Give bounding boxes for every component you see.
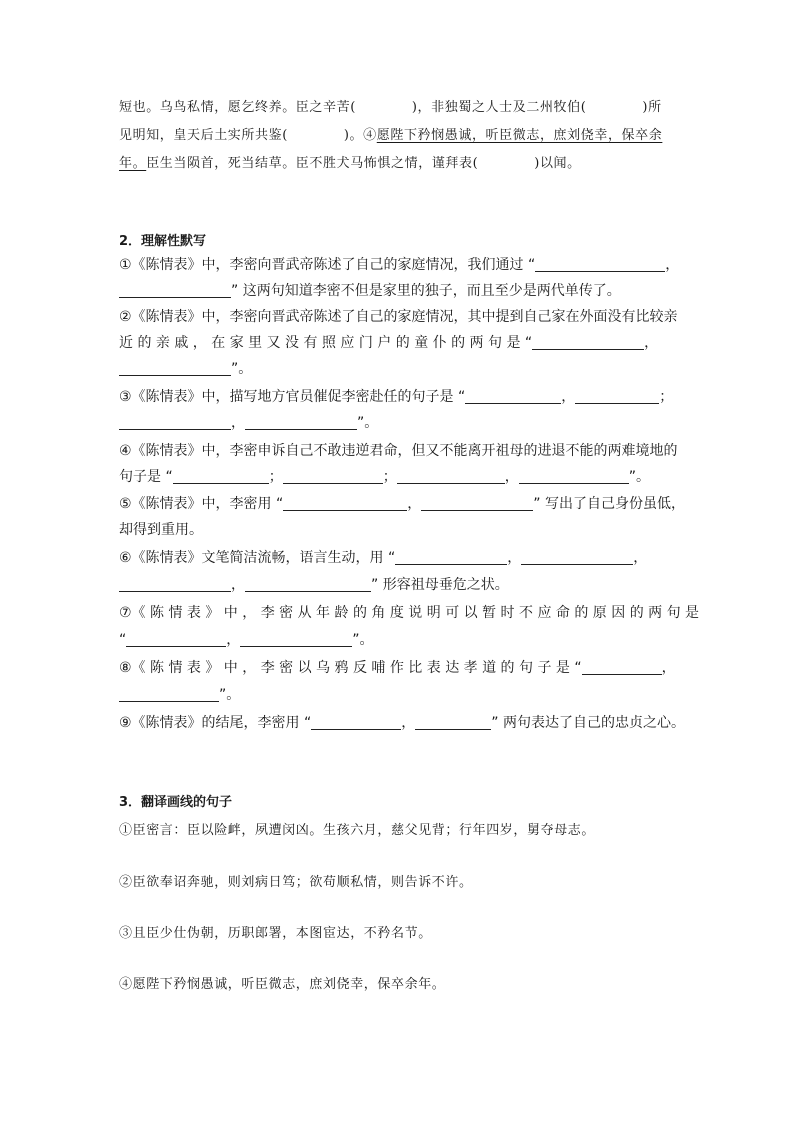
- passage-text: 臣生当陨首，死当结草。臣不胜犬马怖惧之情，谨拜表(: [146, 156, 479, 171]
- question-1-line-2: [119, 281, 621, 301]
- question-text: ”。: [352, 632, 374, 648]
- question-5-line-1: [119, 494, 685, 514]
- question-text: ”。: [628, 469, 650, 485]
- question-text: ；: [659, 389, 674, 405]
- translate-item-2: ②臣欲奉诏奔驰，则刘病日笃；欲苟顺私情，则告诉不许。: [119, 875, 473, 890]
- answer-blank[interactable]: [535, 257, 665, 272]
- answer-blank[interactable]: [575, 389, 659, 404]
- translate-item-4: ④愿陛下矜悯愚诚，听臣微志，庶刘侥幸，保卒余年。: [119, 977, 446, 992]
- question-text: ” 形容祖母垂危之状。: [371, 577, 509, 593]
- answer-blank[interactable]: [532, 335, 644, 350]
- passage-text: )，非独蜀之人士及二州牧伯(: [411, 100, 587, 115]
- underlined-sentence: 年。: [119, 156, 147, 171]
- question-3-line-2: [119, 413, 378, 433]
- answer-blank[interactable]: [465, 389, 561, 404]
- answer-blank[interactable]: [119, 687, 219, 702]
- question-9-line-1: [119, 713, 685, 733]
- question-text: ⑧《 陈 情 表 》 中 ， 李 密 以 乌 鸦 反 哺 作 比 表 达 孝 道 的 句 子 是 “: [119, 660, 582, 676]
- answer-blank[interactable]: [421, 496, 533, 511]
- translate-item-3: ③且臣少仕伪朝，历职郎署，本图宦达，不矜名节。: [119, 926, 432, 941]
- fill-blank[interactable]: [288, 128, 344, 142]
- question-text: 句子是 “: [119, 469, 173, 485]
- answer-blank[interactable]: [521, 550, 633, 565]
- answer-blank[interactable]: [245, 415, 357, 430]
- question-4-line-2: [119, 467, 650, 487]
- question-text: ；: [382, 469, 397, 485]
- question-6-line-2: [119, 575, 509, 595]
- answer-blank[interactable]: [119, 577, 231, 592]
- question-text: ③《陈情表》中，描写地方官员催促李密赴任的句子是 “: [119, 389, 466, 405]
- answer-blank[interactable]: [311, 715, 401, 730]
- question-1-line-1: [119, 255, 679, 275]
- question-text: ②《陈情表》中，李密向晋武帝陈述了自己的家庭情况，其中提到自己家在外面没有比较亲: [119, 309, 678, 325]
- passage-text: 见明知，皇天后土实所共鉴(: [119, 128, 288, 143]
- question-text: ，: [226, 632, 241, 648]
- question-text: ④《陈情表》中，李密申诉自己不敢违逆君命，但又不能离开祖母的进退不能的两难境地的: [119, 443, 678, 459]
- question-text: ⑤《陈情表》中，李密用 “: [119, 496, 284, 512]
- answer-blank[interactable]: [582, 660, 662, 675]
- passage-text: )所: [642, 100, 662, 115]
- question-text: ，: [661, 660, 676, 676]
- question-text: ”。: [357, 415, 379, 431]
- passage-text: )。④: [343, 128, 377, 143]
- question-text: ，: [665, 257, 680, 273]
- question-2-line-3: [119, 359, 252, 379]
- question-text: ，: [407, 496, 422, 512]
- answer-blank[interactable]: [415, 715, 491, 730]
- question-2-line-2: [119, 333, 658, 353]
- answer-blank[interactable]: [519, 469, 629, 484]
- section-2-title: 2．理解性默写: [119, 234, 207, 249]
- answer-blank[interactable]: [119, 283, 231, 298]
- question-text: ”。: [219, 687, 241, 703]
- fill-blank[interactable]: [356, 100, 412, 114]
- question-text: “: [119, 632, 127, 648]
- passage-line-2: [119, 124, 662, 143]
- passage-text: )以闻。: [534, 156, 581, 171]
- question-text: ⑨《陈情表》的结尾，李密用 “: [119, 715, 312, 731]
- question-7-line-2: [119, 630, 374, 650]
- underlined-sentence: 愿陛下矜悯愚诚，听臣微志，庶刘侥幸，保卒余: [376, 128, 663, 143]
- question-text: ，: [644, 335, 659, 351]
- answer-blank[interactable]: [119, 361, 231, 376]
- answer-blank[interactable]: [397, 469, 505, 484]
- question-3-line-1: [119, 387, 673, 407]
- question-text: 近 的 亲 戚 ， 在 家 里 又 没 有 照 应 门 户 的 童 仆 的 两 句 是 “: [119, 335, 533, 351]
- passage-line-1: [119, 96, 662, 115]
- question-text: ，: [633, 550, 648, 566]
- question-5-line-2: [119, 520, 203, 540]
- fill-blank[interactable]: [586, 100, 642, 114]
- question-text: ，: [401, 715, 416, 731]
- question-text: ，: [231, 577, 245, 593]
- question-8-line-2: [119, 685, 240, 705]
- answer-blank[interactable]: [283, 469, 383, 484]
- question-text: ，: [507, 550, 522, 566]
- passage-text: 短也。乌鸟私情，愿乞终养。臣之辛苦(: [119, 100, 356, 115]
- question-text: ，: [504, 469, 519, 485]
- question-7-line-1: [119, 603, 699, 623]
- fill-blank[interactable]: [478, 156, 534, 170]
- question-text: ” 这两句知道李密不但是家里的独子，而且至少是两代单传了。: [231, 283, 621, 299]
- question-text: ” 写出了自己身份虽低，: [533, 496, 685, 512]
- answer-blank[interactable]: [395, 550, 507, 565]
- question-text: ；: [268, 469, 283, 485]
- section-3-title: 3．翻译画线的句子: [119, 795, 233, 810]
- answer-blank[interactable]: [173, 469, 269, 484]
- answer-blank[interactable]: [119, 415, 231, 430]
- question-8-line-1: [119, 658, 676, 678]
- question-text: ①《陈情表》中，李密向晋武帝陈述了自己的家庭情况，我们通过 “: [119, 257, 536, 273]
- answer-blank[interactable]: [126, 632, 226, 647]
- question-6-line-1: [119, 548, 647, 568]
- passage-line-3: [119, 152, 581, 171]
- question-text: ，: [561, 389, 576, 405]
- answer-blank[interactable]: [240, 632, 352, 647]
- question-4-line-1: [119, 441, 678, 461]
- answer-blank[interactable]: [245, 577, 371, 592]
- question-2-line-1: [119, 307, 678, 327]
- question-text: ⑥《陈情表》文笔简洁流畅，语言生动，用 “: [119, 550, 396, 566]
- question-text: ⑦《 陈 情 表 》 中 ， 李 密 从 年 龄 的 角 度 说 明 可 以 暂 时 不 应 命 的 原 因 的 两 句 是: [119, 605, 700, 621]
- question-text: ”。: [231, 361, 253, 377]
- question-text: ” 两句表达了自己的忠贞之心。: [491, 715, 685, 731]
- answer-blank[interactable]: [283, 496, 407, 511]
- translate-item-1: ①臣密言：臣以险衅，夙遭闵凶。生孩六月，慈父见背；行年四岁，舅夺母志。: [119, 823, 596, 838]
- question-text: ，: [231, 415, 245, 431]
- question-text: 却得到重用。: [119, 522, 203, 538]
